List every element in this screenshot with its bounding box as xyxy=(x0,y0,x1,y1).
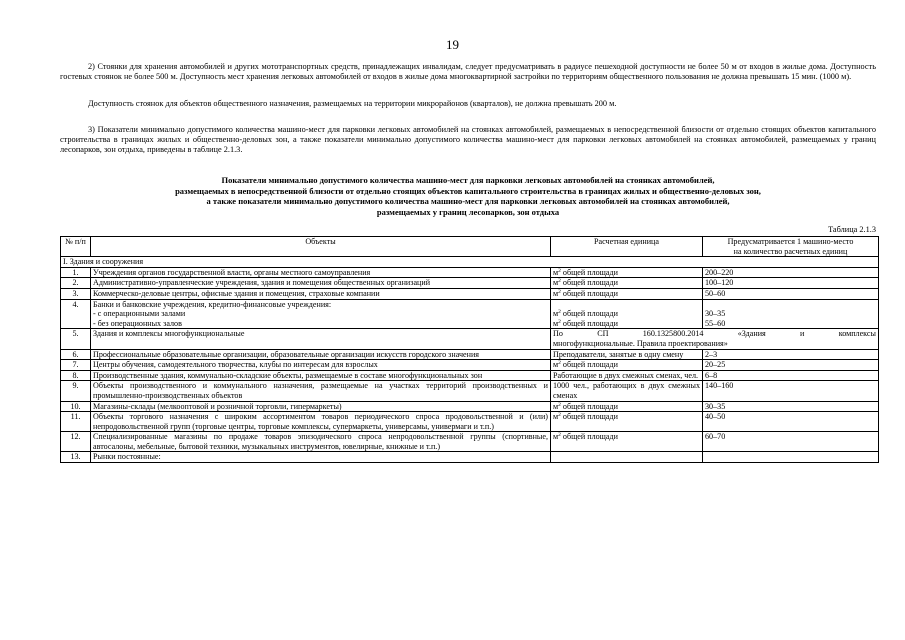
unit-m: м xyxy=(553,288,559,298)
row-object: Коммерческо-деловые центры, офисные здания и помещения, страховые компании xyxy=(91,288,551,299)
row-norm: 60–70 xyxy=(703,432,879,452)
row-object: Производственные здания, коммунально-складские объекты, размещаемые в составе многофункциональных зон xyxy=(91,370,551,381)
row-num: 2. xyxy=(61,278,91,289)
table-row xyxy=(61,401,879,412)
unit-word: «Здания xyxy=(737,329,766,339)
header-object: Объекты xyxy=(91,237,551,257)
unit-text: общей площади xyxy=(560,318,618,328)
header-norm xyxy=(703,237,879,257)
row-unit xyxy=(551,299,703,329)
table-row xyxy=(61,278,879,289)
row-unit xyxy=(551,452,703,463)
parking-norms-table xyxy=(60,236,879,463)
table-title-line: Показатели минимально допустимого количества машино-мест для парковки легковых автомобилей на стоянках автомобилей, xyxy=(221,175,715,185)
row-norm-value: 30–35 xyxy=(705,309,726,319)
row-norm: 20–25 xyxy=(703,360,879,371)
row-object-sub: - с операционными залами xyxy=(93,309,186,319)
table-row xyxy=(61,452,879,463)
unit-sup: 2 xyxy=(558,401,561,408)
header-norm-line: на количество расчетных единиц xyxy=(733,246,848,256)
row-unit xyxy=(551,329,879,349)
section-row xyxy=(61,257,879,268)
table-row xyxy=(61,288,879,299)
table-title-line: а также показатели минимально допустимого количества машино-мест для парковки легковых автомобилей на стоянках автомобилей, xyxy=(206,196,730,206)
unit-m: м xyxy=(553,278,559,288)
row-unit xyxy=(551,401,703,412)
row-num: 6. xyxy=(61,349,91,360)
unit-sup: 2 xyxy=(558,432,561,439)
row-num: 11. xyxy=(61,412,91,432)
paragraph-parking-public: Доступность стоянок для объектов общественного назначения, размещаемых на территории микрорайонов (кварталов), не должна превышать 200 м. xyxy=(88,99,617,108)
unit-word: комплексы xyxy=(838,329,876,339)
section-title: I. Здания и сооружения xyxy=(61,257,879,268)
unit-m: м xyxy=(553,401,559,411)
table-row xyxy=(61,381,879,401)
row-num: 9. xyxy=(61,381,91,401)
unit-sup: 2 xyxy=(558,278,561,285)
unit-text: общей площади xyxy=(560,360,618,370)
row-unit xyxy=(551,278,703,289)
row-norm: 30–35 xyxy=(703,401,879,412)
table-row xyxy=(61,412,879,432)
row-unit xyxy=(551,267,703,278)
row-num: 3. xyxy=(61,288,91,299)
table-title-line: размещаемых в непосредственной близости от отдельно стоящих объектов капитального строительства в границах жилых и общественно-деловых зон, xyxy=(175,185,761,196)
row-norm: 40–50 xyxy=(703,412,879,432)
row-unit xyxy=(551,360,703,371)
unit-sup: 2 xyxy=(558,267,561,274)
unit-sup: 2 xyxy=(558,412,561,419)
unit-sup: 2 xyxy=(558,360,561,367)
row-object: Специализированные магазины по продаже товаров эпизодического спроса непродовольственной группы (спортивные, автосалоны, мебельные, бытовой техники, музыкальных инструментов, ювелирные, книжные и т.п.) xyxy=(91,432,551,452)
row-num: 7. xyxy=(61,360,91,371)
table-caption: Таблица 2.1.3 xyxy=(828,225,876,234)
unit-m: м xyxy=(553,318,559,328)
row-object xyxy=(91,299,551,329)
unit-text: общей площади xyxy=(560,309,618,319)
row-object: Объекты производственного и коммунального назначения, размещаемые на участках территорий производственных и промышленно-производственных объектов xyxy=(91,381,551,401)
row-object: Рынки постоянные: xyxy=(91,452,551,463)
table-row xyxy=(61,267,879,278)
table-header-row xyxy=(61,237,879,257)
row-object: Магазины-склады (мелкооптовой и розничной торговли, гипермаркеты) xyxy=(91,401,551,412)
row-norm xyxy=(703,299,879,329)
unit-m: м xyxy=(553,432,559,442)
unit-word: 160.1325800.2014 xyxy=(642,329,704,339)
unit-text: общей площади xyxy=(560,267,618,277)
row-unit: 1000 чел., работающих в двух смежных сменах xyxy=(551,381,703,401)
row-norm: 140–160 xyxy=(703,381,879,401)
unit-word: и xyxy=(800,329,805,339)
table-row xyxy=(61,299,879,329)
paragraph-parking-indicators: 3) Показатели минимально допустимого количества машино-мест для парковки легковых автомобилей на стоянках автомобилей, размещаемых в непосредственной близости от отдельно стоящих объектов капитального строительства в границах жилых и общественно-деловых зон, а также показатели минимально допустимого количества машино-мест для парковки легковых автомобилей на стоянках автомобилей, размещаемых у границ лесопарков, зон отдыха, приведены в таблице 2.1.3. xyxy=(60,125,876,155)
header-num: № п/п xyxy=(61,237,91,257)
unit-text: общей площади xyxy=(560,432,618,442)
table-row xyxy=(61,349,879,360)
row-object: Административно-управленческие учреждения, здания и помещения общественных организаций xyxy=(91,278,551,289)
table-row xyxy=(61,360,879,371)
row-norm-value: 55–60 xyxy=(705,318,726,328)
unit-m: м xyxy=(553,360,559,370)
unit-word: По xyxy=(553,329,563,339)
row-num: 4. xyxy=(61,299,91,329)
row-norm: 6–8 xyxy=(703,370,879,381)
row-unit xyxy=(551,412,703,432)
row-object: Здания и комплексы многофункциональные xyxy=(91,329,551,349)
unit-text: общей площади xyxy=(560,401,618,411)
unit-m: м xyxy=(553,267,559,277)
unit-sup: 2 xyxy=(558,309,561,316)
row-norm: 2–3 xyxy=(703,349,879,360)
paragraph-parking-disabled: 2) Стоянки для хранения автомобилей и других мототранспортных средств, принадлежащих инвалидам, следует предусматривать в радиусе пешеходной доступности не более 50 м от входов в жилые дома. Доступность гостевых стоянок не более 500 м. Доступность мест хранения легковых автомобилей от входов в жилые дома многоквартирной застройки по территориям общественного пользования не должна превышать 15 мин. (1000 м). xyxy=(60,62,876,82)
row-num: 13. xyxy=(61,452,91,463)
row-norm: 200–220 xyxy=(703,267,879,278)
row-num: 5. xyxy=(61,329,91,349)
row-object: Объекты торгового назначения с широким ассортиментом товаров периодического спроса продовольственной и (или) непродовольственной групп (торговые центры, торговые комплексы, супермаркеты, универсамы, универмаги и т.п.) xyxy=(91,412,551,432)
unit-sup: 2 xyxy=(558,318,561,325)
row-object: Учреждения органов государственной власти, органы местного самоуправления xyxy=(91,267,551,278)
table-row xyxy=(61,329,879,349)
row-object-title: Банки и банковские учреждения, кредитно-финансовые учреждения: xyxy=(93,299,332,309)
row-num: 8. xyxy=(61,370,91,381)
row-unit xyxy=(551,432,703,452)
table-row xyxy=(61,370,879,381)
row-unit: Преподаватели, занятые в одну смену xyxy=(551,349,703,360)
header-unit: Расчетная единица xyxy=(551,237,703,257)
row-unit xyxy=(551,288,703,299)
page-number: 19 xyxy=(446,37,459,52)
row-unit-first-line xyxy=(553,329,876,339)
unit-text: общей площади xyxy=(560,288,618,298)
unit-sup: 2 xyxy=(558,288,561,295)
row-norm: 100–120 xyxy=(703,278,879,289)
table-title xyxy=(60,175,876,217)
table-title-line: размещаемых у границ лесопарков, зон отдыха xyxy=(376,206,560,217)
row-norm xyxy=(703,452,879,463)
row-num: 10. xyxy=(61,401,91,412)
row-norm: 50–60 xyxy=(703,288,879,299)
row-object-sub: - без операционных залов xyxy=(93,318,182,328)
row-num: 1. xyxy=(61,267,91,278)
row-unit: Работающие в двух смежных сменах, чел. xyxy=(551,370,703,381)
table-row xyxy=(61,432,879,452)
unit-text: общей площади xyxy=(560,412,618,422)
unit-text: общей площади xyxy=(560,278,618,288)
row-num: 12. xyxy=(61,432,91,452)
row-object: Центры обучения, самодеятельного творчества, клубы по интересам для взрослых xyxy=(91,360,551,371)
unit-m: м xyxy=(553,412,559,422)
header-norm-line: Предусматривается 1 машино-место xyxy=(727,237,854,246)
row-object: Профессиональные образовательные организации, образовательные организации искусств городского значения xyxy=(91,349,551,360)
unit-m: м xyxy=(553,309,559,319)
row-unit-rest: многофункциональные. Правила проектирования» xyxy=(553,338,728,348)
unit-word: СП xyxy=(597,329,609,339)
